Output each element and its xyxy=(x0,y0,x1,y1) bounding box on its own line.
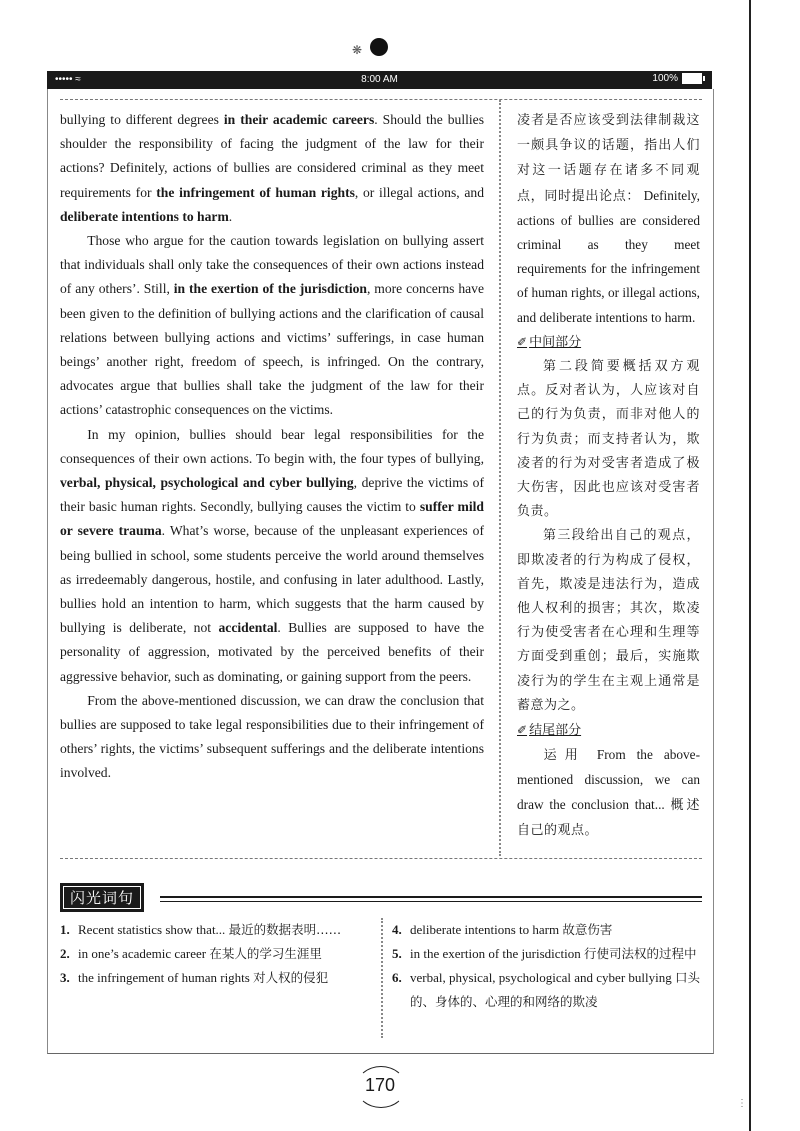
phrases-list-left xyxy=(60,918,370,990)
middle-paragraph-2: 第三段给出自己的观点，即欺凌者的行为构成了侵权，首先，欺凌是违法行为，造成他人权利的损害；其次，欺凌行为使受害者在心理和生理等方面受到重创；最后，实施欺凌行为的学生在主观上通常是蓄意为之。 xyxy=(517,528,700,713)
page-number: 170 xyxy=(364,1075,396,1095)
outer-margin-rule xyxy=(749,0,751,1131)
phrase-text xyxy=(410,966,700,1014)
essay-text: , more concerns have been given to the definition of bullying actions and the clarification of causal relations between bullying actions and victims’ sufferings, in case human beings’ another right, freedom of speech, is infringed. On the contrary, advocates argue that bullies shall take the judgment of the law for their actions’ catastrophic consequences on the victims. xyxy=(60,281,484,418)
page-number-badge xyxy=(350,1066,410,1106)
phrase-cn: 口头的、身体的、心理的和网络的欺凌 xyxy=(410,970,700,1009)
essay-text: . Bullies are supposed to have the personality of aggression, motivated by the perceived benefits of their aggressive behavior, such as dominating, or gaining support from the peers. xyxy=(60,620,484,684)
analysis-intro xyxy=(517,108,700,330)
status-time: 8:00 AM xyxy=(361,74,398,85)
phrase-item xyxy=(60,942,370,966)
device-status-bar xyxy=(47,71,712,89)
phrase-en: verbal, physical, psychological and cyber bullying xyxy=(410,970,675,985)
ending-en: From the above-mentioned discussion, we can draw the conclusion that... xyxy=(517,747,700,812)
phrase-item xyxy=(60,966,370,990)
phrase-en: in the exertion of the jurisdiction xyxy=(410,946,585,961)
signal-indicator: ••••• ≈ xyxy=(55,74,81,85)
phrase-text xyxy=(78,918,370,942)
phrase-text xyxy=(410,942,700,966)
essay-text: , deprive the victims of their basic human rights. Secondly, bullying causes the victim to xyxy=(60,475,484,515)
black-dot-icon xyxy=(370,38,388,56)
header-ornament xyxy=(350,38,410,62)
essay-text: From the above-mentioned discussion, we can draw the conclusion that bullies are supposed to take legal responsibilities due to their infringement of others’ rights, the victims’ subsequent sufferings and the deliberate intentions involved. xyxy=(60,692,484,781)
battery-percent: 100% xyxy=(652,73,678,84)
intro-cn-text: 凌者是否应该受到法律制裁这一颇具争议的话题，指出人们对这一话题存在诸多不同观点，同时提出论点： xyxy=(517,113,700,204)
ending-cn-1: 运用 xyxy=(543,748,586,764)
essay-text: . What’s worse, because of the unpleasant experiences of being bullied in school, some students perceive the world around themselves as irredeemably dangerous, hostile, and confusing in later adulthood. Lastly, bullies hold an intention to harm, which suggests that the harm caused by bullying is deliberate, not xyxy=(60,523,484,636)
essay-text: bullying to different degrees xyxy=(60,112,224,127)
essay-text: , or illegal actions, and xyxy=(354,184,484,200)
middle-section-heading xyxy=(517,330,700,355)
essay-column xyxy=(60,108,484,786)
intro-en-text: Definitely, actions of bullies are considered criminal as they meet requirements for the infringement of human rights, or illegal actions, and deliberate intentions to harm. xyxy=(517,187,700,325)
phrase-cn: 行使司法权的过程中 xyxy=(584,946,697,961)
small-mark-icon: ❋ xyxy=(352,43,363,57)
key-phrase: accidental xyxy=(218,620,278,636)
phrase-number: 3. xyxy=(60,970,70,985)
phrase-number: 1. xyxy=(60,922,70,937)
phrase-cn: 故意伤害 xyxy=(562,922,613,937)
middle-paragraph-1: 第二段简要概括双方观点。反对者认为，人应该对自己的行为负责，而非对他人的行为负责；而支持者认为，欺凌者的行为对受害者造成了极大伤害，因此也应该对受害者负责。 xyxy=(517,359,700,520)
phrases-divider xyxy=(381,918,383,1038)
content-top-rule xyxy=(60,99,702,100)
essay-paragraph xyxy=(60,423,484,689)
analysis-column xyxy=(517,108,700,843)
margin-mark: ⋮ xyxy=(737,1098,747,1109)
essay-paragraph xyxy=(60,229,484,423)
pen-icon: ✐ xyxy=(517,723,528,738)
ending-cn-2: 概述自己的观点。 xyxy=(517,797,700,838)
battery-icon xyxy=(682,73,702,84)
key-phrase: deliberate intentions to harm xyxy=(60,208,229,224)
phrase-item xyxy=(392,918,700,942)
essay-text: . xyxy=(228,208,233,224)
ending-section-heading xyxy=(517,718,700,743)
phrase-cn: 对人权的侵犯 xyxy=(253,970,329,985)
key-phrase: the infringement of human rights xyxy=(156,184,355,200)
pen-icon: ✐ xyxy=(517,334,528,349)
essay-paragraph xyxy=(60,689,484,786)
middle-heading-text: 中间部分 xyxy=(529,334,582,350)
phrase-text xyxy=(78,942,370,966)
phrase-en: in one’s academic career xyxy=(78,946,210,961)
ending-paragraph xyxy=(517,743,700,843)
phrase-en: Recent statistics show that... xyxy=(78,922,229,937)
essay-text: In my opinion, bullies should bear legal responsibilities for the consequences of their own actions. To begin with, the four types of bullying, xyxy=(60,426,484,466)
phrases-title: 闪光词句 xyxy=(60,883,144,912)
column-divider xyxy=(499,100,501,856)
phrase-cn: 在某人的学习生涯里 xyxy=(209,946,322,961)
phrase-en: deliberate intentions to harm xyxy=(410,922,563,937)
ending-heading-text: 结尾部分 xyxy=(529,723,582,739)
phrase-number: 5. xyxy=(392,946,402,961)
phrase-item xyxy=(392,942,700,966)
content-bottom-rule xyxy=(60,858,702,859)
phrases-banner xyxy=(60,884,144,910)
essay-text: Those who argue for the caution towards legislation on bullying assert that individuals shall only take the consequences of their own actions instead of any others’. Still, xyxy=(60,233,484,297)
key-phrase: suffer mild or severe trauma xyxy=(60,499,484,539)
phrase-number: 4. xyxy=(392,922,402,937)
essay-paragraph xyxy=(60,108,484,229)
phrase-number: 6. xyxy=(392,970,402,985)
phrase-en: the infringement of human rights xyxy=(78,970,254,985)
phrase-text xyxy=(410,918,700,942)
key-phrase: in the exertion of the jurisdiction xyxy=(173,281,367,297)
phrases-list-right xyxy=(392,918,700,1014)
phrase-item xyxy=(392,966,700,1014)
phrase-number: 2. xyxy=(60,946,70,961)
banner-rule xyxy=(160,896,702,902)
phrase-item xyxy=(60,918,370,942)
phrase-cn: 最近的数据表明…… xyxy=(228,922,342,937)
key-phrase: in their academic careers xyxy=(223,112,375,127)
battery-indicator xyxy=(652,73,702,84)
key-phrase: verbal, physical, psychological and cyber bullying xyxy=(60,475,354,491)
phrase-text xyxy=(78,966,370,990)
essay-text: . Should the bullies shoulder the responsibility of facing the judgment of the law for their actions? Definitely, actions of bullies are considered criminal as they meet requirements for xyxy=(60,112,485,200)
